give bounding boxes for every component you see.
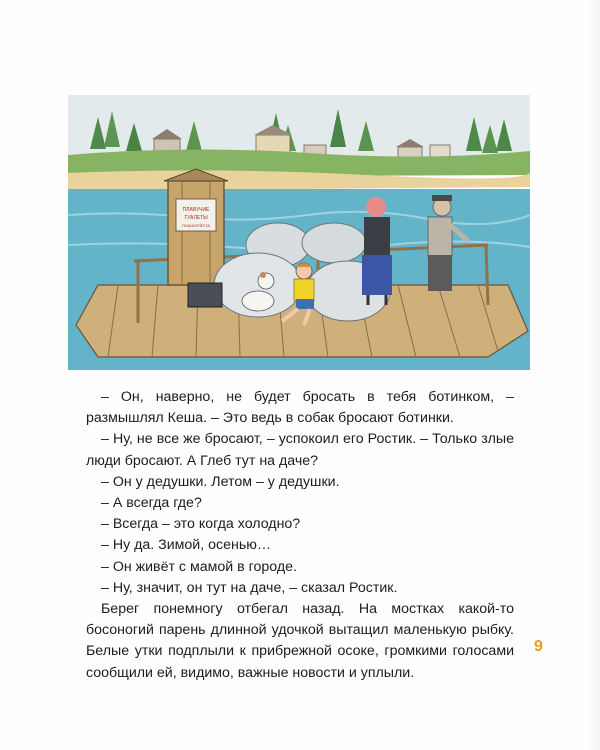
svg-text:ТУАЛЕТЫ: ТУАЛЕТЫ: [184, 215, 208, 221]
svg-text:ПЛАВУЧИЕ: ПЛАВУЧИЕ: [182, 207, 210, 213]
story-text: [86, 387, 514, 684]
paragraph: – Он у дедушки. Летом – у дедушки.: [101, 473, 340, 490]
paragraph: – А всегда где?: [101, 495, 202, 512]
paragraph: – Ну, значит, он тут на даче, – сказал Ростик.: [101, 579, 398, 596]
paragraph: – Он живёт с мамой в городе.: [101, 558, 297, 575]
paragraph: – Он, наверно, не будет бросать в тебя ботинком, – размышлял Кеша. – Это ведь в собак бросают ботинки.: [86, 389, 514, 427]
raft-scene: [68, 95, 530, 370]
paragraph: – Ну да. Зимой, осенью…: [101, 537, 272, 554]
paragraph: Берег понемногу отбегал назад. На мостках какой-то босоногий парень длинной удочкой вытащил маленькую рыбку. Белые утки подплыли к прибрежной осоке, громкими голосами сообщили ей, видимо, важные новости и уплыли.: [86, 601, 514, 681]
svg-text:ПОЖАЛУЙСТА: ПОЖАЛУЙСТА: [181, 223, 211, 228]
travel-bag: [188, 283, 222, 307]
paragraph: – Всегда – это когда холодно?: [101, 516, 301, 533]
page-number: 9: [534, 638, 543, 655]
paragraph: – Ну, не все же бросают, – успокоил его Ростик. – Только злые люди бросают. А Глеб тут на даче?: [86, 431, 514, 469]
outhouse: [164, 169, 228, 285]
raft-illustration: [68, 95, 530, 370]
